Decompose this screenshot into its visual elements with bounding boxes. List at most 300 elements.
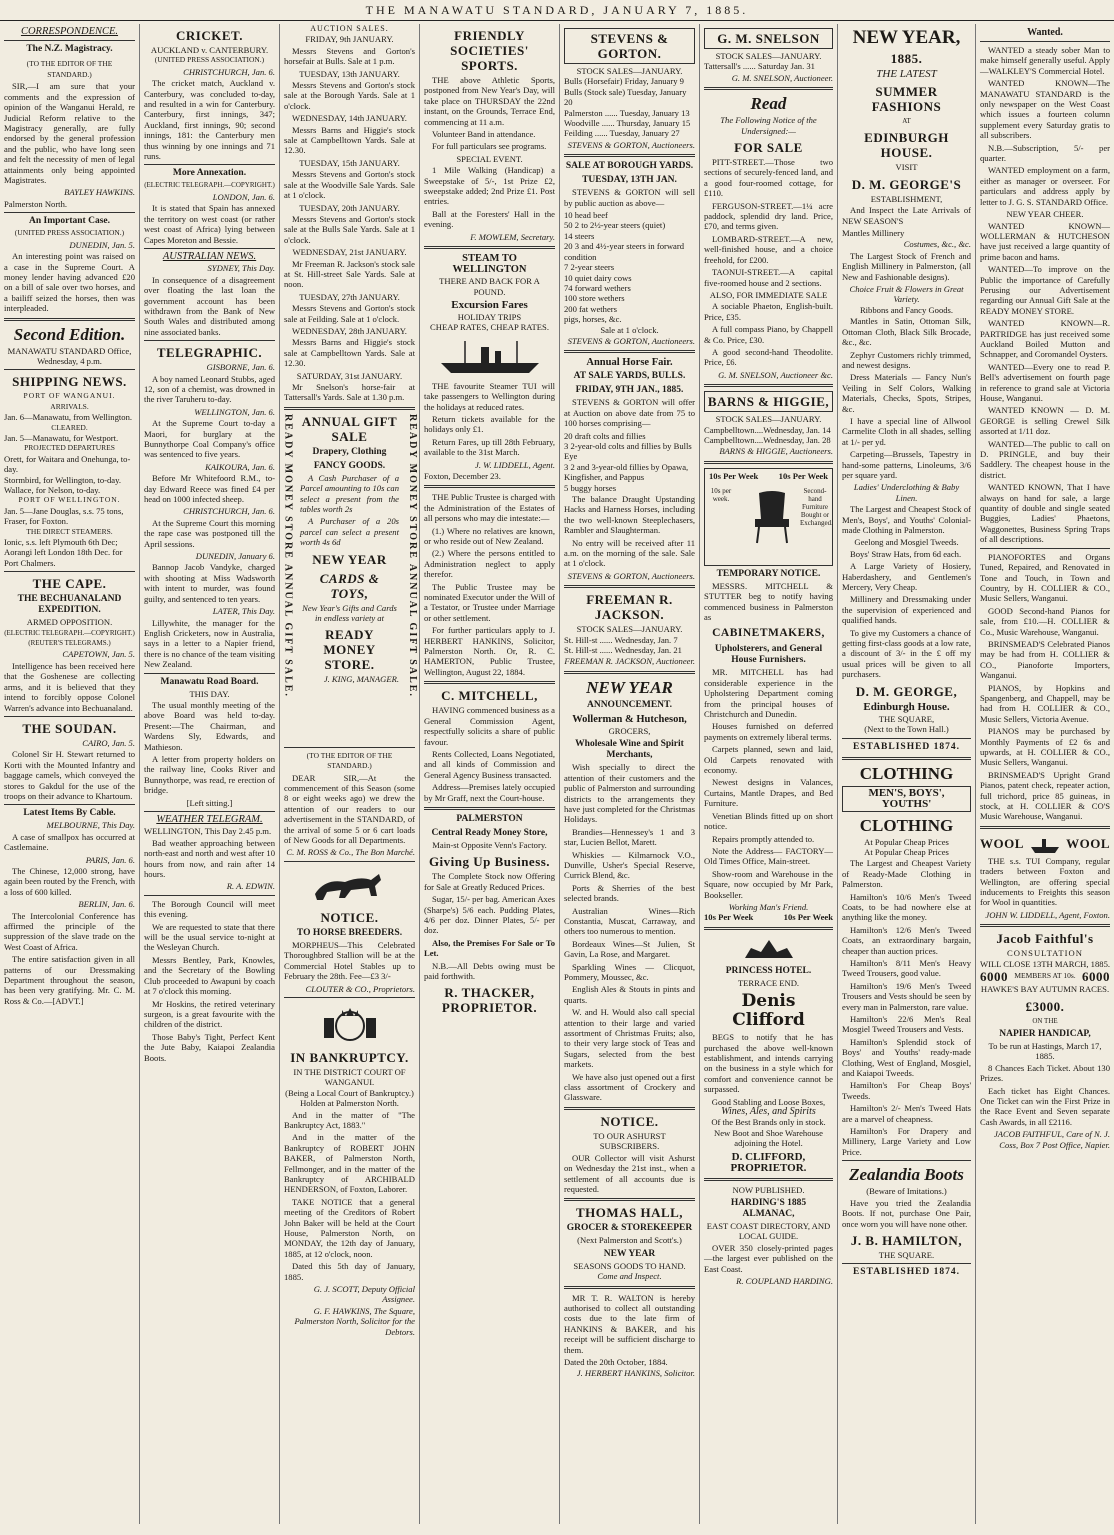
- ad-subheading: FANCY GOODS.: [313, 460, 386, 471]
- article-body: A boy named Leonard Stubbs, aged 12, son of a chemist, was drowned in the river Taruheru to-day.: [144, 373, 275, 405]
- ad-heading: G. M. SNELSON: [704, 28, 833, 49]
- ad-subheading: TERRACE END.: [737, 977, 800, 988]
- ad-text: THE above Athletic Sports, postponed from New Year's Day, will take place on THURSDAY the 22nd instant, on the Grounds, Terrace End, commencing at 11 a.m.: [424, 75, 555, 127]
- article-body: The usual monthly meeting of the above Board was held to-day. Present:—The Chairman, and Wardens Sly, Edwards, and Mathieson.: [144, 699, 275, 752]
- ad-text: Houses furnished on deferred payments on extremely liberal terms.: [704, 721, 833, 742]
- ad-heading: ANNUAL GIFT SALE: [301, 413, 398, 444]
- ad-subheading: SPECIAL EVENT.: [456, 153, 523, 164]
- ad-text: Dress Materials — Fancy Nun's Veiling in Self Colors, Walking Materials, Checks, Spots, Stripes, &c.: [842, 372, 971, 414]
- ad-text: Note the Address— FACTORY—Old Times Office, Main-street.: [704, 845, 833, 867]
- ad-heading: STEAM TO WELLINGTON: [452, 253, 527, 276]
- shipping-line: Orett, for Waitara and Onehunga, to-day.: [4, 453, 131, 475]
- article-title: Latest Items By Cable.: [23, 808, 116, 819]
- signature: R. A. EDWIN.: [226, 881, 275, 892]
- ad-heading: CABINETMAKERS,: [712, 627, 825, 640]
- ad-text: WANTED KNOWN—R. PARTRIDGE has just received some Auckland Boiled Mutton and Schnapper, and Coromandel Oysters.: [980, 318, 1110, 360]
- ad-text: And in the matter of "The Bankruptcy Act, 1883.": [284, 1109, 415, 1130]
- ad-text: A Large Variety of Hosiery, Haberdashery, and Gentlemen's Mercery, Very Cheap.: [842, 561, 971, 593]
- ad-subheading: ALSO, FOR IMMEDIATE SALE: [709, 289, 828, 300]
- article-body: The cricket match, Auckland v. Canterbury, was concluded to-day, and resulted in a win for Canterbury. Canterbury, first innings, 347; Auckland, first innings, 90; second innings, 181: the Canterbury men thus winning by one innings and 71 runs.: [144, 78, 275, 162]
- dateline: LATER, This Day.: [212, 606, 275, 617]
- shipping-line: Wallace, for Nelson, to-day.: [4, 485, 101, 495]
- ad-subheading: Upholsterers, and General House Furnishers.: [714, 644, 823, 666]
- ad-heading: IN BANKRUPTCY.: [290, 1049, 409, 1065]
- lot-line: 3 2-year-old colts and fillies by Bulls Eye: [564, 440, 692, 462]
- column-2: [140, 24, 280, 1524]
- ad-heading: D. M. GEORGE'S: [851, 176, 962, 192]
- sale-line: St. Hill-st ...... Wednesday, Jan. 7: [564, 634, 678, 645]
- signature: STEVENS & GORTON, Auctioneers.: [567, 139, 695, 150]
- ad-text: Venetian Blinds fitted up on short notice.: [704, 810, 833, 832]
- ad-text: Ports & Sherries of the best selected brands.: [564, 882, 695, 904]
- article-body: Colonel Sir H. Stewart returned to Korti with the Mounted Infantry and baggage camels, which conveyed the stores to Gakdul for the use of the troops on their advance to Khartoum.: [4, 749, 135, 801]
- ad-subheading: The Following Notice of the Undersigned:—: [720, 115, 817, 136]
- ad-subheading: NEW YEAR CHEER.: [1006, 209, 1084, 220]
- signature: FREEMAN R. JACKSON, Auctioneer.: [564, 656, 695, 667]
- ad-text: THE Public Trustee is charged with the Administration of the Estates of all persons who may die intestate:—: [424, 492, 555, 524]
- ad-text: WANTED a steady sober Man to make himself generally useful. Apply—WALKLEY'S Commercial Hotel.: [980, 45, 1110, 76]
- article-body: In consequence of a disagreement over floating the last loan the government account has been withdrawn from the Bank of New South Wales and distributed among nine associated banks.: [144, 274, 275, 337]
- lot-line: 100 store wethers: [564, 293, 625, 304]
- wool-banner: [980, 833, 1110, 855]
- ad-heading: FREEMAN R. JACKSON.: [586, 592, 673, 623]
- note: [Left sitting.]: [186, 797, 233, 808]
- hotel-crest-icon: [737, 934, 801, 962]
- ad-text: Ball at the Foresters' Hall in the evening.: [424, 208, 555, 230]
- shipping-line: Jan. 5—Jane Douglas, s.s. 75 tons, Fraser, for Foxton.: [4, 505, 124, 527]
- ad-heading: D. M. GEORGE,: [855, 683, 958, 699]
- ad-subheading: FRIDAY, 9TH JAN., 1885.: [575, 385, 684, 396]
- sale-date: FRIDAY, 9th JANUARY.: [305, 34, 394, 45]
- sale-date: TUESDAY, 20th JANUARY.: [299, 202, 400, 213]
- ad-text: (Next to the Town Hall.): [864, 724, 949, 735]
- ad-text: New Year's Gifts and Cards in endless variety at: [302, 602, 397, 624]
- article-title: An Important Case.: [28, 216, 110, 227]
- ad-text: STEVENS & GORTON will sell by public auction as above—: [564, 187, 695, 208]
- ad-text: Brandies—Hennessey's 1 and 3 star, Lucien Bellot, Marett.: [564, 826, 695, 848]
- ad-subheading: IN THE DISTRICT COURT OF WANGANUI.: [293, 1066, 406, 1088]
- ad-text: The Complete Stock now Offering for Sale at Greatly Reduced Prices.: [424, 871, 555, 892]
- ad-text: Mantles Millinery: [842, 228, 905, 239]
- article-body: Bannop Jacob Vandyke, charged with shooting at Miss Wadsworth with intent to murder, was found guilty, and sentenced to ten years.: [144, 562, 275, 604]
- ad-text: Return Fares, up till 28th February, available to the 31st March.: [424, 436, 555, 458]
- section-heading: THE SOUDAN.: [22, 720, 117, 736]
- ad-text: And Inspect the Late Arrivals of NEW SEASON'S: [842, 205, 971, 226]
- sub-heading: CLEARED.: [51, 422, 88, 432]
- ad-corner-text: 10s Per Week: [783, 912, 833, 923]
- ad-text: (2.) Where the persons entitled to Administration neglect to apply therefor.: [424, 548, 555, 580]
- dateline: SYDNEY, This Day.: [207, 263, 275, 274]
- ad-text: THE SQUARE,: [878, 713, 935, 724]
- dateline: CHRISTCHURCH, Jan. 6.: [183, 506, 275, 517]
- ad-text: WANTED—Every one to read P. Bell's advertisement on fourth page in reference to grand sale at Victoria House, Wanganui.: [980, 361, 1110, 403]
- ad-text: A Cash Purchaser of a Parcel amounting to 10s can select a present from the tables worth 2s: [300, 472, 399, 515]
- ad-heading: NOTICE.: [600, 1113, 659, 1129]
- section-heading: Wanted.: [1027, 27, 1063, 38]
- article-body: Mr Hoskins, the retired veterinary surgeon, is a great favourite with the children of the district.: [144, 998, 275, 1030]
- ad-text: SEASONS GOODS TO HAND.: [573, 1260, 686, 1271]
- ad-text: Dated this 5th day of January, 1885.: [284, 1261, 415, 1282]
- ad-heading: Denis Clifford: [732, 991, 805, 1031]
- ad-heading: Excursion Fares: [451, 298, 528, 311]
- ad-text: Hamilton's 12/6 Men's Tweed Coats, an extraordinary bargain, cheaper than auction prices.: [842, 924, 971, 956]
- shipping-line: Jan. 5—Manawatu, for Westport.: [4, 432, 119, 443]
- lot-line: pigs, horses, &c.: [564, 314, 622, 325]
- ad-heading: J. B. HAMILTON,: [850, 1232, 963, 1248]
- sale-line: Tattersall's ...... Saturday Jan. 31: [704, 61, 815, 72]
- ad-heading: Wollerman & Hutcheson,: [572, 713, 687, 725]
- ad-heading: WOOL: [1066, 836, 1110, 852]
- ad-subheading: ESTABLISHED 1874.: [852, 741, 961, 752]
- ad-text: MEMBERS AT 10s.: [1014, 971, 1076, 981]
- ad-text: Newest designs in Valances, Curtains, Mantle Drapes, and Bed Furniture.: [704, 777, 833, 809]
- article-body: Intelligence has been received here that the Goshenese are collecting arms, and it is believed that they intend to forcibly oppose Colonel Warren's advance into Bechuanaland.: [4, 660, 135, 713]
- lot-line: 10 quiet dairy cows: [564, 272, 632, 283]
- article-body: The Intercolonial Conference has affirmed the principle of the suppression of the slave trade on the West Coast of Africa.: [4, 910, 135, 952]
- ad-text: PIANOS, by Hopkins and Spangenberg, and Chappell, may be had from H. COLLIER & CO., Music Sellers, Victoria Avenue.: [980, 682, 1110, 724]
- ad-subheading: AT SALE YARDS, BULLS.: [573, 371, 686, 382]
- ad-text: And in the matter of the Bankruptcy of ROBERT JOHN BAKER, of Palmerston North, Fellmonger, and in the matter of the Bankruptcy of ARCHIBALD HENDERSON, of Foxton, Laborer.: [284, 1132, 415, 1195]
- gift-sale-ad: [282, 413, 418, 744]
- ad-text: BRINSMEAD'S Celebrated Pianos may be had from H. COLLIER & CO., Pianoforte Importers, Wanganui.: [980, 638, 1110, 681]
- ad-heading: Annual Horse Fair.: [586, 357, 673, 369]
- article-title: THE BECHUANALAND EXPEDITION.: [17, 594, 122, 616]
- ad-text: (Being a Local Court of Bankruptcy.) Holden at Palmerston North.: [285, 1087, 414, 1109]
- ad-text: Australian Wines—Rich Constantia, Muscat, Carraway, and others too numerous to mention.: [564, 905, 695, 937]
- sale-line: Bulls (Horsefair) Friday, January 9: [564, 76, 684, 87]
- signature: JACOB FAITHFUL, Care of N. J. Coss, Box 7 Post Office, Napier.: [993, 1129, 1110, 1150]
- ad-text: Ribbons and Fancy Goods.: [859, 304, 954, 315]
- signature: R. COUPLAND HARDING.: [736, 1276, 833, 1287]
- lot-line: 5 buggy horses: [564, 482, 617, 493]
- ad-heading: SALE AT BOROUGH YARDS.: [565, 161, 694, 172]
- article-source: (REUTER'S TELEGRAMS.): [28, 639, 111, 648]
- ad-text: A sociable Phaeton, English-built. Price, £35.: [704, 301, 833, 322]
- dateline: DUNEDIN, January 6.: [195, 551, 275, 562]
- ad-text: Mantles in Satin, Ottoman Silk, Ottoman Cloth, Black Silk Brocade, &c., &c.: [842, 316, 971, 348]
- signature: G. M. SNELSON, Auctioneer.: [731, 72, 833, 83]
- dateline: WELLINGTON, Jan. 6.: [194, 406, 275, 417]
- shipping-line: Jan. 6—Manawatu, from Wellington.: [4, 412, 133, 423]
- sale-line: Bulls (Stock sale) Tuesday, January 20: [564, 86, 687, 108]
- article-body: SIR,—I am sure that your comments and the expression of opinion of the Wanganui Herald, re Judicial Reform relative to the Magistracy generally, are fully endorsed by the general profession and the public, who have long seen and felt the necessity of men of legal attainments only being appointed Magistrates.: [4, 81, 135, 186]
- ad-subheading: (Beware of Imitations.): [866, 1186, 947, 1197]
- ad-heading: 6000: [980, 969, 1008, 985]
- article-body: Lillywhite, the manager for the English Cricketers, now in Australia, says in a letter to a Napier friend, there is no chance of the team visiting New Zealand.: [144, 617, 275, 670]
- article-body: At the Supreme Court this morning the rape case was postponed till the April sessions.: [144, 517, 275, 549]
- ad-heading: EDINBURGH HOUSE.: [864, 130, 949, 161]
- ad-heading: CLOTHING: [859, 763, 954, 783]
- ad-text: Carpets planned, sewn and laid, Old Carpets renovated with economy.: [704, 744, 833, 776]
- ad-text: A good second-hand Theodolite. Price, £6.: [704, 346, 833, 368]
- ad-text: Choice Fruit & Flowers in Great Variety.: [849, 284, 964, 305]
- ad-text: Ladies' Underclothing & Baby Linen.: [853, 482, 960, 503]
- ad-text: Dated the 20th October, 1884.: [564, 1356, 668, 1367]
- ad-text: THE s.s. TUI Company, regular traders between Foxton and Wellington, are offering special inducements to Freights this season for Wool in quantities.: [980, 855, 1110, 908]
- sale-detail: Messrs Stevens and Gorton's stock sale at the Woodville Sale Yards. Sale at 1 o'clock.: [284, 169, 415, 201]
- ad-heading: STEVENS & GORTON.: [564, 28, 695, 64]
- ad-text: Have you tried the Zealandia Boots. If not, purchase One Pair, once worn you will have none other.: [842, 1197, 971, 1229]
- ad-text: Good Stabling and Loose Boxes,: [711, 1096, 826, 1107]
- sale-line: Feilding ...... Tuesday, January 27: [564, 128, 680, 139]
- dateline: WELLINGTON, This Day 2.45 p.m.: [144, 826, 272, 837]
- ad-text: For further particulars apply to J. HERBERT HANKINS, Solicitor, Palmerston North. Or, R. C. HAMERTON, Public Trustee, Wellington, August 22, 1884.: [424, 625, 555, 677]
- ad-heading: FRIENDLY SOCIETIES' SPORTS.: [450, 28, 529, 73]
- sub-heading: THE DIRECT STEAMERS.: [26, 526, 113, 536]
- ad-text: PIANOFORTES and Organs Tuned, Repaired, and Renovated in Tone and Touch, in Town and Country, by H. COLLIER & CO., Music Sellers, Wanganui.: [980, 551, 1110, 604]
- ad-corner-text: 10s Per Week: [778, 470, 828, 481]
- lot-line: 74 forward wethers: [564, 282, 631, 293]
- lot-line: 50 2 to 2½-year steers (quiet): [564, 220, 666, 231]
- ad-text: MR T. R. WALTON is hereby authorised to collect all outstanding costs due to the late firm of HANKINS & BAKER, and his receipt will be sufficient discharge to them.: [564, 1292, 695, 1355]
- ad-text: WANTED—To improve on the Public the importance of Carefully Perusing our Advertisement regarding our Annual Gift Sale at the READY MONEY STORE.: [980, 264, 1110, 316]
- ad-text: Zephyr Customers richly trimmed, and newest designs.: [842, 349, 971, 370]
- ad-text: Each ticket has Eight Chances. One Ticket can win the First Prize in the Race Event and Seven separate Cash Awards, in all £2116.: [980, 1085, 1110, 1127]
- column-4: [420, 24, 560, 1524]
- steamer-icon: [1029, 833, 1061, 855]
- ad-text: New Boot and Shoe Warehouse adjoining the Hotel.: [714, 1127, 823, 1149]
- article-body: An interesting point was raised on a case in the Supreme Court. A money lender having advanced £20 on a bill of sale over two horses, and a bailiff seized the horses, then was interpleaded.: [4, 251, 135, 314]
- ad-text: WANTED KNOWN—WOLLERMAN & HUTCHESON have just received a large quantity of prime bacon and hams.: [980, 220, 1110, 262]
- article-source: (ELECTRIC TELEGRAPH.—COPYRIGHT.): [4, 628, 135, 637]
- lot-line: 7 2-year steers: [564, 262, 615, 273]
- column-8: [976, 24, 1114, 1524]
- ad-subheading: EAST COAST DIRECTORY, AND LOCAL GUIDE.: [706, 1221, 831, 1242]
- article-title: More Annexation.: [172, 168, 247, 179]
- sale-detail: Messrs Stevens and Gorton's stock sale at Feilding. Sale at 1 o'clock.: [284, 303, 415, 324]
- ad-text: English Ales & Stouts in pints and quarts.: [564, 984, 695, 1005]
- ad-text: Address—Premises lately occupied by Mr Graff, next the Court-house.: [424, 782, 555, 803]
- ad-subheading: THERE AND BACK FOR A POUND.: [439, 276, 540, 297]
- ad-text: Hamilton's 10/6 Men's Tweed Coats, to be had nowhere else at anything like the money.: [842, 891, 971, 923]
- ad-text: Come and Inspect.: [597, 1271, 662, 1282]
- ad-subheading: NEW YEAR: [603, 1248, 656, 1259]
- ad-text: WILL CLOSE 13TH MARCH, 1885.: [980, 958, 1111, 969]
- section-heading: CORRESPONDENCE.: [20, 26, 119, 37]
- dateline: PARIS, Jan. 6.: [85, 854, 135, 865]
- signature: CLOUTER & CO., Proprietors.: [305, 983, 415, 994]
- ad-subheading: TUESDAY, 13TH JAN.: [582, 175, 677, 186]
- article-body: Before Mr Whitefoord R.M., to-day Edward Reece was fined £4 per head on 1000 infected sheep.: [144, 473, 275, 505]
- ad-text: Boys' Straw Hats, from 6d each.: [850, 548, 962, 559]
- ad-heading: FOR SALE: [734, 140, 803, 156]
- furniture-ad: [704, 468, 833, 566]
- ad-heading: CARDS & TOYS,: [319, 570, 380, 601]
- ad-subheading: THE SQUARE.: [878, 1249, 935, 1260]
- horse-icon: [305, 866, 395, 906]
- signature: J. W. LIDDELL, Agent.: [475, 459, 555, 470]
- ad-text: We have also just opened out a first class assortment of Crockery and Glassware.: [564, 1071, 695, 1103]
- ad-heading: CLOTHING: [859, 815, 954, 835]
- sub-heading: PROJECTED DEPARTURES: [24, 443, 115, 453]
- sale-detail: Messrs Stevens and Gorton's stock sale at the Borough Yards. Sale at 1 o'clock.: [284, 80, 415, 111]
- ad-text: Millinery and Dressmaking under the supervision of experienced and qualified hands.: [842, 594, 971, 626]
- ad-text: Repairs promptly attended to.: [712, 833, 815, 844]
- ad-subheading: TO OUR ASHURST SUBSCRIBERS.: [593, 1130, 666, 1152]
- ad-subheading: Main-st Opposite Venn's Factory.: [432, 839, 547, 850]
- section-heading: AUSTRALIAN NEWS.: [162, 250, 257, 262]
- lot-line: 3 2 and 3-year-old fillies by Opawa, Kingfisher, and Pappus: [564, 461, 689, 483]
- ad-text: FERGUSON-STREET.—1¼ acre paddock, splendid dry land. Price, £70, and terms given.: [704, 200, 833, 232]
- article-body: DEAR SIR,—At the commencement of this Season (some 8 or eight weeks ago) we drew the attention of our readers to our advertisement in the STANDARD, of the arrival of some 5 or 6 cart loads of New Goods for all Departments.: [284, 772, 415, 846]
- ad-text: MESSRS. MITCHELL & STUTTER beg to notify having commenced business in Palmerston as: [704, 580, 833, 622]
- ad-text: WANTED KNOWN, That I have always on hand for sale, a large quantity of double and single seated Buggies, Ladies' Phaetons, Waggonettes, Business Spring Traps of all descriptions.: [980, 482, 1110, 545]
- ad-text: Return tickets available for the holidays only £1.: [424, 413, 555, 435]
- ad-heading: £3000.: [1025, 998, 1065, 1014]
- ad-subheading: GROCER & STOREKEEPER: [566, 1223, 693, 1234]
- section-heading: THE CAPE.: [32, 576, 107, 592]
- signature: JOHN W. LIDDELL, Agent, Foxton.: [985, 909, 1110, 920]
- ad-text: Hamilton's 19/6 Men's Tweed Trousers and Vests should be seen by every man in Palmerston, rare value.: [842, 980, 971, 1012]
- steamer-icon: [435, 337, 545, 377]
- article-body: At the Supreme Court to-day a Maori, for burglary at the Bunnythorpe Coal Company's office was sentenced to five years.: [144, 418, 275, 460]
- ad-subheading: ESTABLISHED 1874.: [852, 1267, 961, 1278]
- ad-text: Rents Collected, Loans Negotiated, and all kinds of Commission and General Agency Business transacted.: [424, 748, 555, 780]
- ad-text: Whiskies — Kilmarnock V.O., Dunville, Usher's Special Reserve, Currick Blend, &c.: [564, 849, 695, 881]
- ad-subheading: HAWKE'S BAY AUTUMN RACES.: [980, 984, 1110, 995]
- edition-heading: Second Edition.: [13, 324, 126, 344]
- ad-subheading: Wines, Ales, and Spirits: [721, 1106, 816, 1117]
- sub-heading: ARMED OPPOSITION.: [26, 617, 113, 628]
- ad-corner-text: 10s Per Week: [704, 912, 754, 923]
- ad-heading: HARDING'S 1885 ALMANAC,: [730, 1198, 807, 1220]
- signature: F. MOWLEM, Secretary.: [470, 231, 555, 242]
- ad-corner-text: 10s Per Week: [709, 470, 759, 481]
- section-heading: WEATHER TELEGRAM.: [156, 814, 263, 825]
- dateline: KAIKOURA, Jan. 6.: [205, 461, 275, 472]
- vertical-banner: READY MONEY STORE ANNUAL GIFT SALE.: [282, 413, 294, 698]
- article-body: It is stated that Spain has annexed the territory on west coast (or rather west coast of Africa) lying between Capes Moreton and Bessie.: [144, 203, 275, 245]
- ad-text: Costumes, &c., &c.: [903, 239, 971, 250]
- sale-date: TUESDAY, 27th JANUARY.: [299, 291, 400, 302]
- article-source: (UNITED PRESS ASSOCIATION.): [14, 228, 125, 238]
- ad-heading: MEN'S, BOYS', YOUTHS': [842, 786, 971, 812]
- ad-text: The balance Draught Upstanding Hacks and Harness Horses, including the two well-known Steeplechasers, Rambler and Slaughterman.: [564, 494, 695, 536]
- ad-text: AT: [902, 117, 911, 125]
- ad-text: A full compass Piano, by Chappell & Co. Price, £30.: [704, 324, 833, 345]
- dateline: DUNEDIN, Jan. 5.: [69, 239, 135, 250]
- ad-text: (1.) Where no relatives are known, or who reside out of New Zealand.: [424, 525, 555, 546]
- signature: J. HERBERT HANKINS, Solicitor.: [576, 1368, 695, 1379]
- article-body: The entire satisfaction given in all patterns of our Dressmaking Department throughout the season, has been very gratifying. Mr. C. M. Ross & Co.—[ADVT.]: [4, 954, 135, 1006]
- ad-text: PIANOS may be purchased by Monthly Payments of £2 6s and upwards, at H. COLLIER & CO., Music Sellers, Wanganui.: [980, 726, 1110, 768]
- dateline: LONDON, Jan. 6.: [212, 191, 275, 202]
- signature: J. KING, MANAGER.: [323, 674, 399, 685]
- ad-heading: Central Ready Money Store,: [431, 827, 548, 838]
- dateline: GISBORNE, Jan. 6.: [206, 362, 275, 373]
- signature: STEVENS & GORTON, Auctioneers.: [567, 335, 695, 346]
- lot-line: 200 fat wethers: [564, 303, 617, 314]
- ad-subheading: STOCK SALES—JANUARY.: [715, 414, 822, 425]
- signature: G. M. SNELSON, Auctioneer &c.: [718, 369, 833, 380]
- ad-heading: NAPIER HANDICAP,: [999, 1028, 1091, 1039]
- dateline: CHRISTCHURCH, Jan. 6.: [183, 66, 275, 77]
- article-source: (UNITED PRESS ASSOCIATION.): [154, 55, 265, 65]
- ad-heading: NEW YEAR: [312, 551, 387, 567]
- ad-text: The Largest and Cheapest Stock of Men's, Boys', and Youths' Colonial-made Clothing in Palmerston.: [842, 504, 971, 535]
- ad-subheading: CONSULTATION: [1007, 948, 1083, 959]
- ad-text: Hamilton's Splendid stock of Boys' and Youths' ready-made Clothing, West of England, Mosgiel, and Kaiapoi Tweeds.: [842, 1036, 971, 1079]
- ad-heading: C. MITCHELL,: [441, 688, 538, 704]
- ad-text: LOMBARD-STREET.—A new, well-finished house, and a choice freehold, for £200.: [704, 233, 833, 265]
- ad-text: WANTED KNOWN—The MANAWATU STANDARD is the only newspaper on the West Coast which issues a fourteen column supplement every Saturday gratis to all subscribers.: [980, 78, 1110, 141]
- sale-detail: Messrs Stevens and Gorton's stock sale at the Bulls Sale Yards. Sale at 1 o'clock.: [284, 213, 415, 245]
- sale-detail: Mr Freeman R. Jackson's stock sale at St. Hill-street Sale Yards. Sale at noon.: [284, 258, 415, 290]
- ad-heading: NEW YEAR: [586, 677, 673, 697]
- column-7: [838, 24, 976, 1524]
- ad-text: Of the Best Brands only in stock.: [711, 1117, 826, 1128]
- ad-text: To give my Customers a chance of getting first-class goods at a low rate, a discount of 3/- in the £ off my usual prices will be given to all purchasers.: [842, 627, 971, 680]
- ad-heading: PRINCESS HOTEL.: [725, 965, 812, 976]
- ad-text: MORPHEUS—This Celebrated Thoroughbred Stallion will be at the Commercial Hotel Stables up to February the 28th. Fee—£3 3/-: [284, 939, 415, 982]
- ad-text: W. and H. Would also call special attention to their large and varied assortment of Christmas Fruits; also, to their very large stock of Teas and Sugars, selected from the best markets.: [564, 1007, 695, 1070]
- section-heading: SHIPPING NEWS.: [12, 374, 127, 390]
- ad-subheading: STOCK SALES—JANUARY.: [715, 51, 822, 61]
- ad-text: I have a special line of Allwool Carmelite Cloth in all shades, selling at 1/- per yd.: [842, 415, 971, 447]
- ad-text: For full particulars see programs.: [432, 141, 547, 152]
- sale-line: Campbelltown....Wednesday, Jan. 14: [704, 424, 831, 435]
- ad-text: TAKE NOTICE that a general meeting of the Creditors of Robert John Baker will be held at the Court House, Palmerston North, on MONDAY, the 12th day of January, 1885, at 12 o'clock, noon.: [284, 1196, 415, 1259]
- ad-text: Volunteer Band in attendance.: [432, 129, 536, 140]
- ad-text: HAVING commenced business as a General Commission Agent, respectfully solicits a share of public favour.: [424, 705, 555, 747]
- ad-heading: Edinburgh House.: [863, 700, 950, 713]
- ad-text: At Popular Cheap Prices: [864, 836, 949, 847]
- ad-text: OVER 350 closely-printed pages—the largest ever published on the East Coast.: [704, 1242, 833, 1274]
- ad-heading: SUMMER FASHIONS: [871, 84, 942, 114]
- place: Palmerston North.: [4, 198, 68, 209]
- ad-text: BEGS to notify that he has purchased the above well-known establishment, and intends carrying on the business in a style which for comfort and convenience cannot be surpassed.: [704, 1032, 833, 1095]
- dateline: BERLIN, Jan. 6.: [78, 899, 135, 910]
- column-3: [280, 24, 420, 1524]
- ad-text: The Largest Stock of French and English Millinery in Palmerston, (all New and Fashionable designs).: [842, 250, 971, 282]
- section-heading: TELEGRAPHIC.: [156, 345, 263, 361]
- ad-subheading: THE LATEST: [876, 68, 937, 80]
- ad-text: GOOD Second-hand Pianos for sale, from £10.—H. COLLIER & Co., Music Warehouse, Wanganui.: [980, 605, 1110, 637]
- ad-heading: Giving Up Business.: [428, 854, 551, 870]
- sale-detail: Messrs Barns and Higgie's stock sale at Campbelltown Yards. Sale at 12.30.: [284, 337, 415, 369]
- ad-text: Hamilton's 22/6 Men's Real Mosgiel Tweed Trousers and Vests.: [842, 1014, 971, 1035]
- dateline: CAIRO, Jan. 5.: [82, 737, 135, 748]
- ad-heading: 1885.: [890, 51, 923, 66]
- ad-text: To be run at Hastings, March 17, 1885.: [988, 1040, 1102, 1062]
- signature: C. M. ROSS & Co., The Bon Marché.: [286, 847, 415, 858]
- ad-subheading: STOCK SALES—JANUARY.: [576, 624, 683, 635]
- article-title: Manawatu Road Board.: [160, 676, 259, 687]
- ad-text: 8 Chances Each Ticket. About 130 Prizes.: [980, 1062, 1110, 1084]
- signature: G. F. HAWKINS, The Square, Palmerston North, Solicitor for the Debtors.: [294, 1305, 415, 1337]
- ad-text: The Public Trustee may be nominated Executor under the Will of a Testator, or Trustee under Marriage or other settlement.: [424, 581, 555, 623]
- ad-text: Wish specially to direct the attention of their customers and the public of Palmerston and surrounding districts to the arrangements they have just completed for the Christmas Holidays.: [564, 762, 695, 825]
- sub-heading: THIS DAY.: [189, 688, 230, 699]
- ad-subheading: TO HORSE BREEDERS.: [296, 927, 403, 938]
- ad-text: Geelong and Mosgiel Tweeds.: [854, 537, 959, 548]
- article-source: (TO THE EDITOR OF THE STANDARD.): [26, 59, 113, 80]
- sale-date: WEDNESDAY, 21st JANUARY.: [292, 247, 407, 258]
- ad-subheading: HOLIDAY TRIPS: [457, 311, 522, 322]
- ad-heading: READY MONEY STORE.: [323, 627, 376, 673]
- ad-text: Second-hand Furniture Bought or Exchanged.: [800, 486, 833, 527]
- chair-icon: [747, 489, 797, 545]
- ad-heading: 6000: [1082, 969, 1110, 985]
- ad-text: ON THE: [1032, 1016, 1058, 1025]
- ad-subheading: CHEAP RATES, CHEAP RATES.: [430, 322, 549, 333]
- ad-text: TAONUI-STREET.—A capital five-roomed house and 2 sections.: [704, 267, 833, 288]
- ad-subheading: STOCK SALES—JANUARY.: [576, 66, 683, 76]
- ad-text: WANTED—The public to call on D. PRINGLE, and buy their Saddlery. The cheapest house in the district.: [980, 438, 1110, 480]
- ad-heading: PALMERSTON: [456, 813, 523, 824]
- ad-text: OUR Collector will visit Ashurst on Wednesday the 21st inst., when a settlement of all accounts due is requested.: [564, 1152, 695, 1194]
- ad-text: WANTED employment on a farm, either as manager or overseer. For particulars and address apply by letter to J. G. S. STANDARD Office.: [980, 165, 1110, 207]
